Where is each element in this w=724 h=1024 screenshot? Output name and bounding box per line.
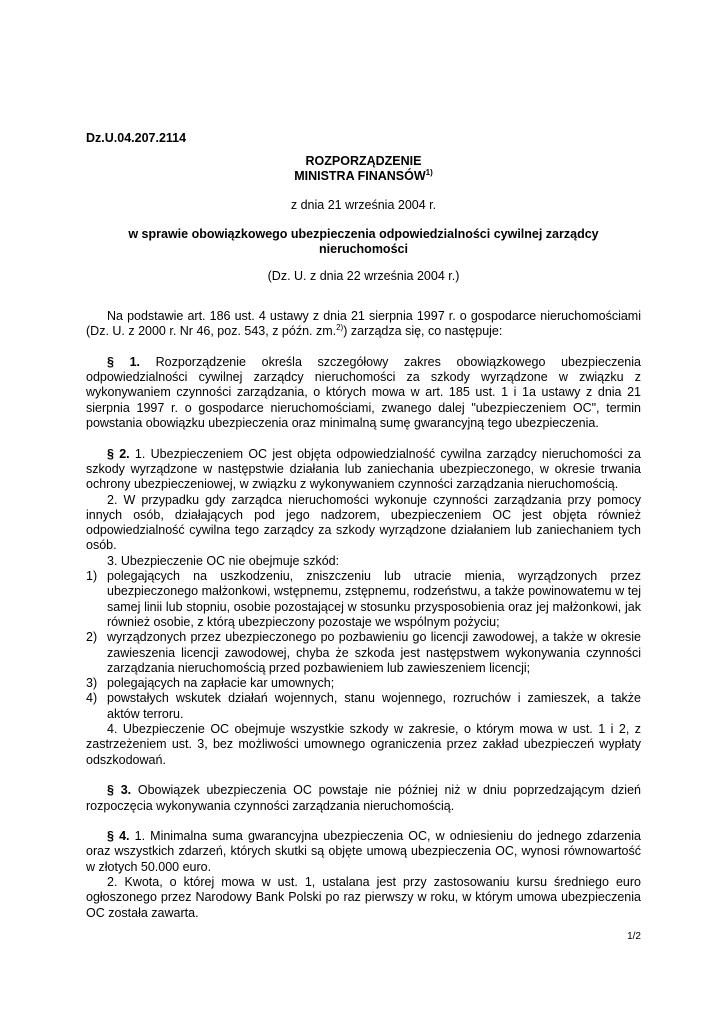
paragraph-2-section-2: 2. W przypadku gdy zarządca nieruchomości wykonuje czynności zarządzania przy pomocy innych osób, działających pod jego nadzorem, ubezpieczeniem OC jest objęta również odpowiedzialność cywilna tego zarządcy za szkody wyrządzone działaniem lub zaniechaniem tych osób. [86, 492, 641, 553]
title-issuer: MINISTRA FINANSÓW [294, 169, 426, 184]
paragraph-2-label: § 2. [107, 446, 130, 461]
document-title [86, 154, 641, 185]
list-item [86, 676, 641, 691]
preamble-text-after: ) zarządza się, co następuje: [343, 324, 503, 339]
document-body [86, 309, 641, 921]
paragraph-3-label: § 3. [107, 783, 132, 798]
paragraph-2-section-4: 4. Ubezpieczenie OC obejmuje wszystkie szkody w zakresie, o którym mowa w ust. 1 i 2, z zastrzeżeniem ust. 3, bez możliwości umownego ograniczenia przez zakład ubezpieczeń wypłaty odszkodowań. [86, 722, 641, 767]
document-page [86, 0, 641, 1024]
title-line-2 [86, 169, 641, 184]
paragraph-2-section-1-text: 1. Ubezpieczeniem OC jest objęta odpowiedzialność cywilna zarządcy nieruchomości za szkody wyrządzone w następstwie działania lub zaniechania ubezpieczonego, w okresie trwania ochrony ubezpieczeniowej, w związku z wykonywaniem czynności zarządzania nieruchomością. [86, 446, 641, 492]
paragraph-2-section-1 [86, 447, 641, 493]
list-item-text: polegających na uszkodzeniu, zniszczeniu lub utracie mienia, wyrządzonych przez ubezpieczonego małżonkowi, wstępnemu, zstępnemu, rodzeństwu, a także powinowatemu w tej samej linii lub stopniu, osobie pozostającej w stosunku przysposobienia oraz jej małżonkowi, jak również osobie, z którą ubezpieczony pozostaje we wspólnym pożyciu; [107, 569, 641, 629]
paragraph-1-text: Rozporządzenie określa szczegółowy zakres obowiązkowego ubezpieczenia odpowiedzialności cywilnej zarządcy nieruchomości za szkody wyrządzone w związku z wykonywaniem czynności zarządzania, o których mowa w art. 185 ust. 1 i 1a ustawy z dnia 21 sierpnia 1997 r. o gospodarce nieruchomościami, zwanego dalej "ubezpieczeniem OC", termin powstania obowiązku ubezpieczenia oraz minimalną sumę gwarancyjną tego ubezpieczenia. [86, 354, 641, 431]
list-item [86, 691, 641, 722]
date-line: z dnia 21 września 2004 r. [290, 198, 437, 212]
footnote-ref-2: 2) [336, 323, 344, 333]
paragraph-4-section-1 [86, 829, 641, 875]
paragraph-3 [86, 783, 641, 814]
list-item-number: 1) [86, 569, 98, 584]
subject-line: w sprawie obowiązkowego ubezpieczenia odpowiedzialności cywilnej zarządcy nieruchomości [128, 227, 599, 257]
list-item [86, 569, 641, 630]
paragraph-1 [86, 355, 641, 431]
paragraph-4-label: § 4. [107, 829, 130, 844]
list-item-number: 4) [86, 691, 98, 706]
title-line-1: ROZPORZĄDZENIE [305, 154, 422, 168]
publication-line: (Dz. U. z dnia 22 września 2004 r.) [267, 269, 460, 283]
preamble [86, 309, 641, 340]
list-item-text: wyrządzonych przez ubezpieczonego po pozbawieniu go licencji zawodowej, a także w okresie zawieszenia licencji zawodowej, chyba że szkoda jest następstwem wykonywania czynności zarządzania nieruchomością przed pozbawieniem lub zawieszeniem licencji; [107, 630, 641, 675]
preamble-text-before: Na podstawie art. 186 ust. 4 ustawy z dnia 21 sierpnia 1997 r. o gospodarce nieruchomościami (Dz. U. z 2000 r. Nr 46, poz. 543, z późn. zm. [86, 309, 641, 339]
paragraph-4-section-2: 2. Kwota, o której mowa w ust. 1, ustalana jest przy zastosowaniu kursu średniego euro ogłoszonego przez Narodowy Bank Polski po raz pierwszy w roku, w którym umowa ubezpieczenia OC została zawarta. [86, 874, 641, 920]
paragraph-3-text: Obowiązek ubezpieczenia OC powstaje nie później niż w dniu poprzedzającym dzień rozpoczęcia wykonywania czynności zarządzania nieruchomością. [86, 783, 641, 813]
footnote-ref-1: 1) [425, 168, 433, 178]
list-item-number: 2) [86, 630, 98, 645]
exclusions-list [86, 569, 641, 722]
list-item-text: polegających na zapłacie kar umownych; [107, 676, 335, 691]
list-item-text: powstałych wskutek działań wojennych, stanu wojennego, rozruchów i zamieszek, a także aktów terroru. [107, 691, 641, 721]
paragraph-2-section-3: 3. Ubezpieczenie OC nie obejmuje szkód: [107, 553, 340, 568]
paragraph-4-section-1-text: 1. Minimalna suma gwarancyjna ubezpieczenia OC, w odniesieniu do jednego zdarzenia oraz wszystkich zdarzeń, których skutki są objęte umową ubezpieczenia OC, wynosi równowartość w złotych 50.000 euro. [86, 829, 641, 874]
list-item-number: 3) [86, 676, 98, 691]
document-id: Dz.U.04.207.2114 [86, 131, 187, 145]
page-number: 1/2 [627, 931, 641, 942]
paragraph-1-label: § 1. [107, 354, 141, 369]
list-item [86, 630, 641, 676]
